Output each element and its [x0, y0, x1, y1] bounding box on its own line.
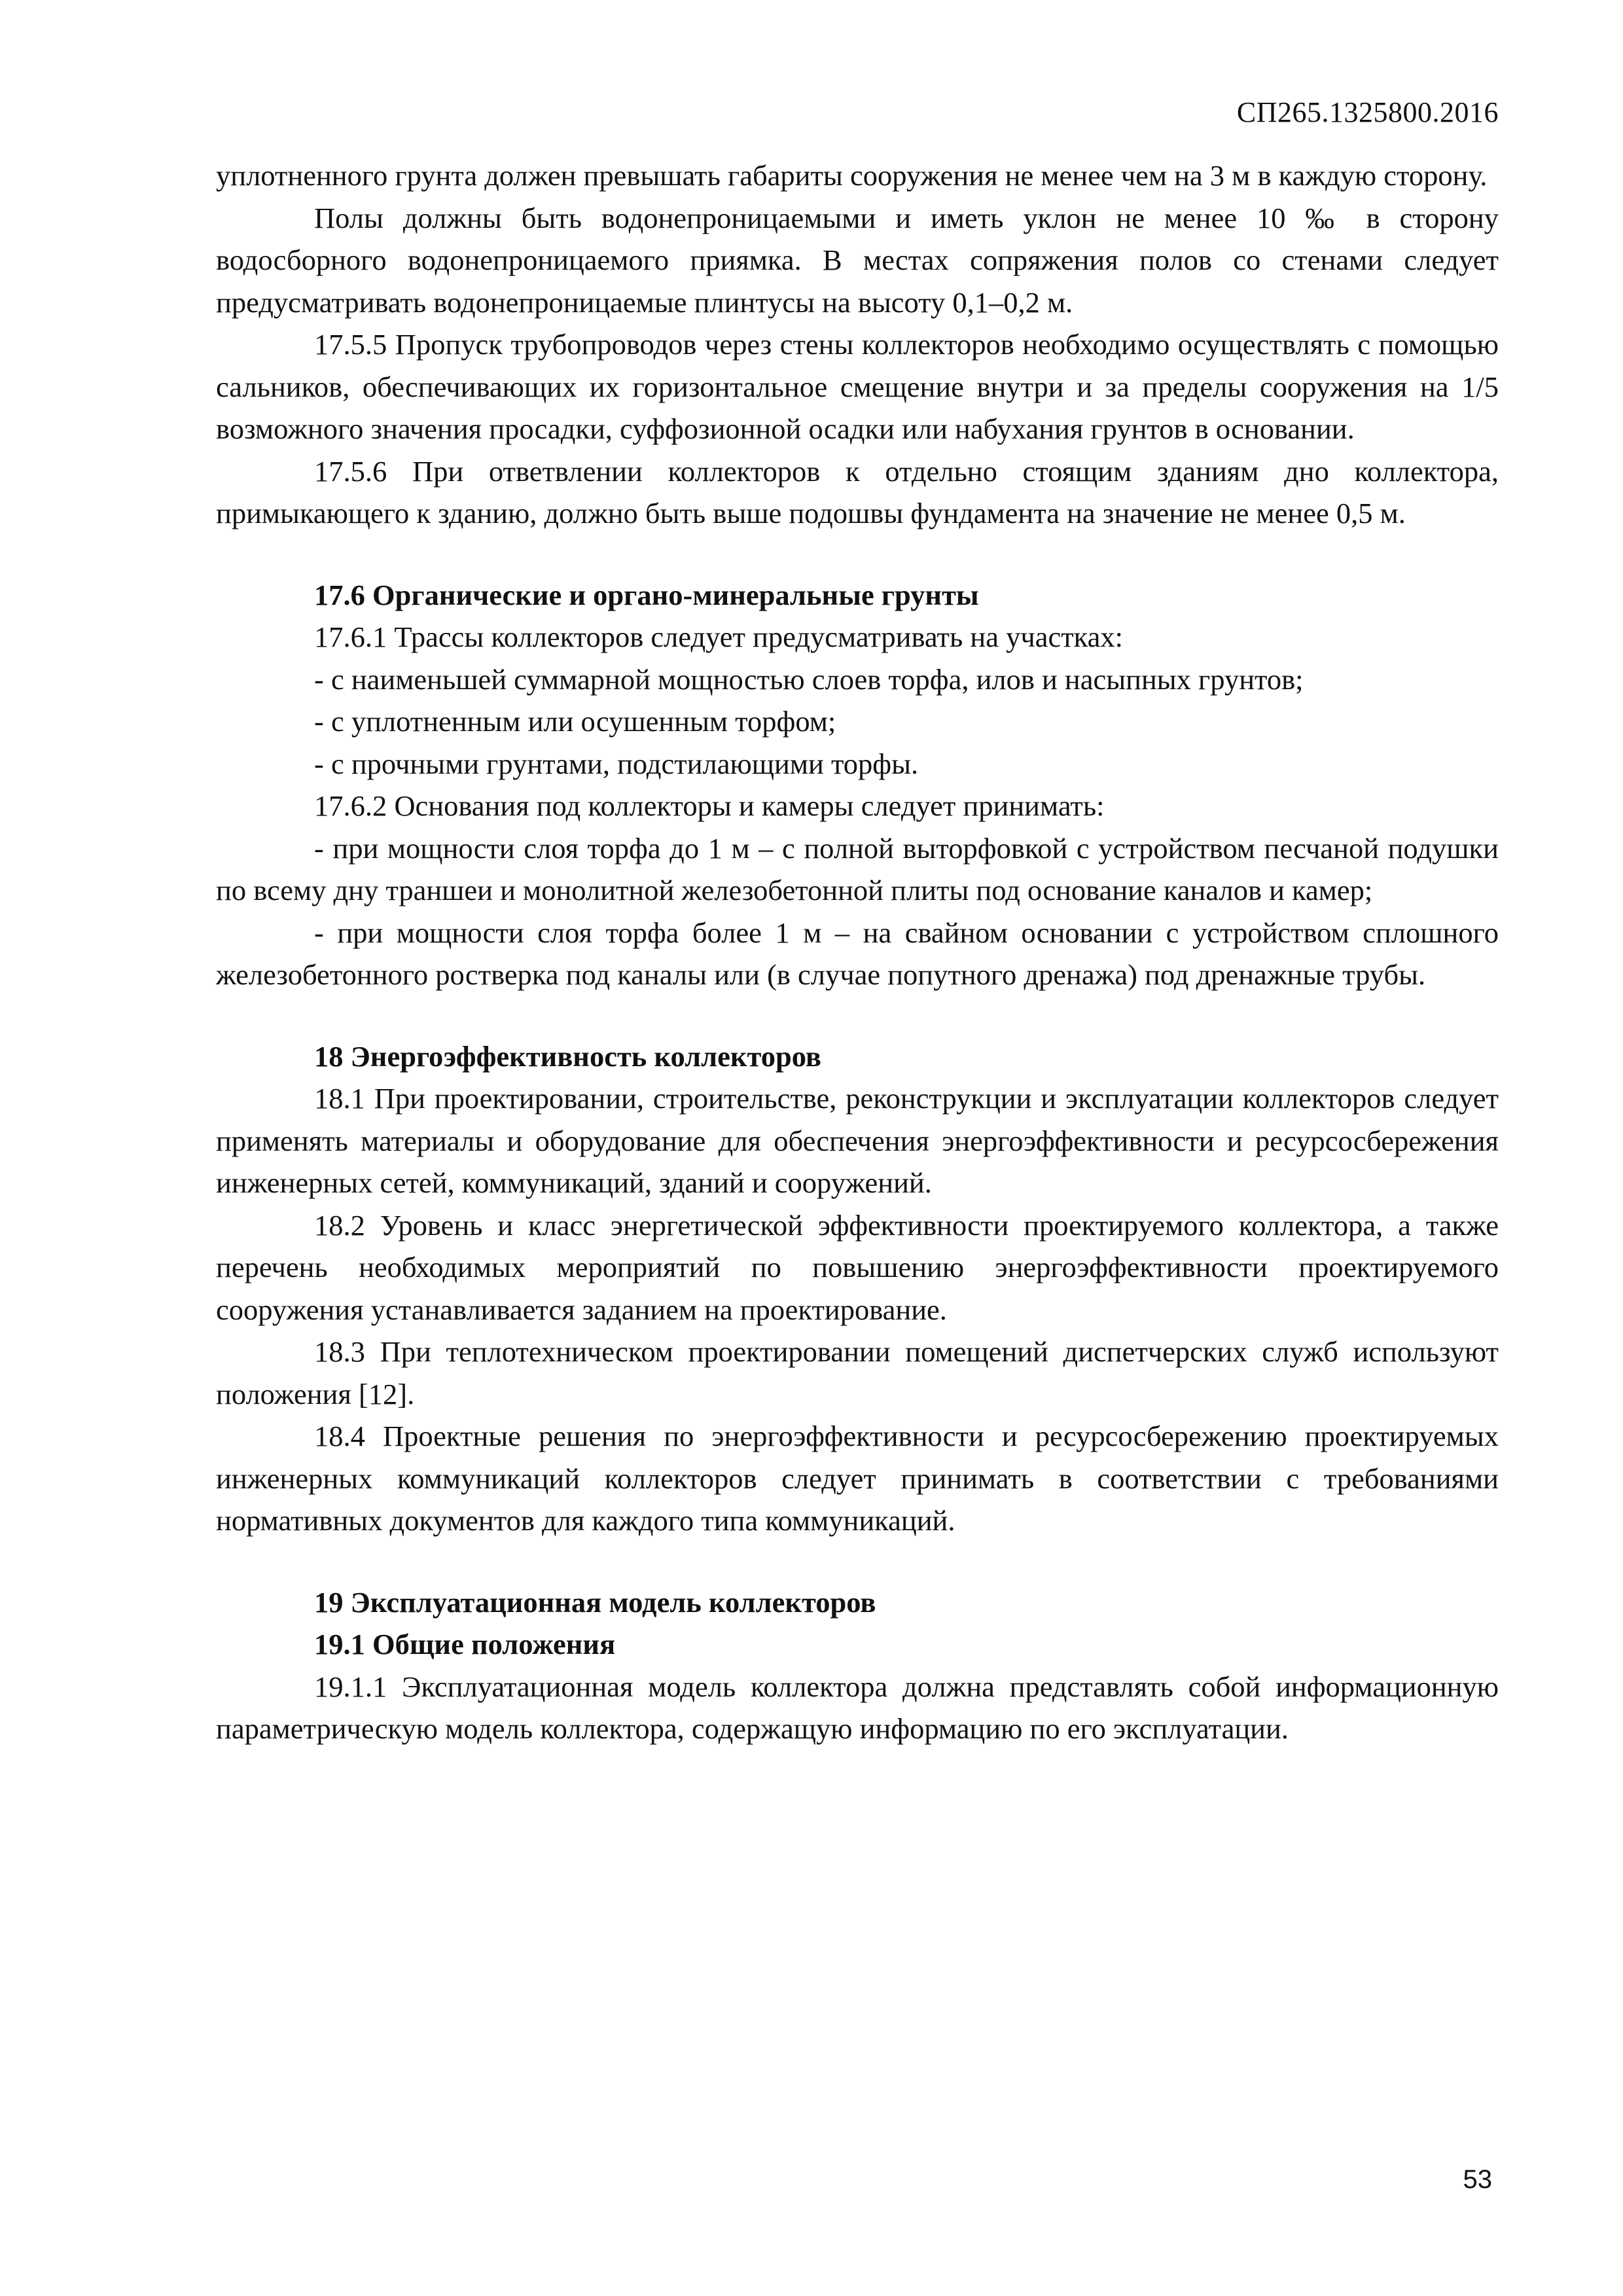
list-item: - при мощности слоя торфа до 1 м – с полной выторфовкой с устройством песчаной подушки по всему дну траншеи и монолитной железобетонной плиты под основание каналов и камер; — [216, 831, 1499, 906]
paragraph-floors: Полы должны быть водонепроницаемыми и иметь уклон не менее 10 ‰ в сторону водосборного водонепроницаемого приямка. В местах сопряжения полов со стенами следует предусматривать водонепроницаемые плинтусы на высоту 0,1–0,2 м. — [216, 201, 1499, 319]
paragraph-continuation: уплотненного грунта должен превышать габариты сооружения не менее чем на 3 м в каждую сторону. — [216, 159, 1488, 192]
document-body — [216, 154, 1499, 1750]
paragraph-17-5-6: 17.5.6 При ответвлении коллекторов к отдельно стоящим зданиям дно коллектора, примыкающего к зданию, должно быть выше подошвы фундамента на значение не менее 0,5 м. — [216, 454, 1499, 529]
list-item: - с уплотненным или осушенным торфом; — [314, 705, 836, 738]
paragraph-17-5-5: 17.5.5 Пропуск трубопроводов через стены коллекторов необходимо осуществлять с помощью сальников, обеспечивающих их горизонтальное смещение внутри и за пределы сооружения на 1/5 возможного значения просадки, суффозионной осадки или набухания грунтов в основании. — [216, 328, 1499, 445]
page-number: 53 — [1463, 2165, 1492, 2194]
heading-17-6: 17.6 Органические и органо-минеральные грунты — [314, 578, 979, 611]
paragraph-19-1-1: 19.1.1 Эксплуатационная модель коллектора должна представлять собой информационную параметрическую модель коллектора, содержащую информацию по его эксплуатации. — [216, 1670, 1499, 1745]
section-spacer — [216, 535, 1499, 574]
heading-19-1: 19.1 Общие положения — [314, 1628, 616, 1660]
paragraph-17-6-1: 17.6.1 Трассы коллекторов следует предусматривать на участках: — [314, 620, 1123, 653]
list-item: - с наименьшей суммарной мощностью слоев торфа, илов и насыпных грунтов; — [314, 662, 1304, 696]
list-item: - с прочными грунтами, подстилающими торфы. — [314, 747, 919, 780]
paragraph-18-2: 18.2 Уровень и класс энергетической эффективности проектируемого коллектора, а также перечень необходимых мероприятий по повышению энергоэффективности проектируемого сооружения устанавливается заданием на проектирование. — [216, 1208, 1499, 1326]
paragraph-18-1: 18.1 При проектировании, строительстве, реконструкции и эксплуатации коллекторов следует применять материалы и оборудование для обеспечения энергоэффективности и ресурсосбережения инженерных сетей, коммуникаций, зданий и сооружений. — [216, 1082, 1499, 1199]
document-code: СП265.1325800.2016 — [1236, 96, 1499, 128]
section-spacer — [216, 1542, 1499, 1581]
paragraph-17-6-2: 17.6.2 Основания под коллекторы и камеры следует принимать: — [314, 789, 1105, 822]
section-spacer — [216, 996, 1499, 1035]
paragraph-18-3: 18.3 При теплотехническом проектировании помещений диспетчерских служб используют положения [12]. — [216, 1335, 1499, 1410]
heading-18: 18 Энергоэффективность коллекторов — [314, 1039, 821, 1073]
paragraph-18-4: 18.4 Проектные решения по энергоэффективности и ресурсосбережению проектируемых инженерных коммуникаций коллекторов следует принимать в соответствии с требованиями нормативных документов для каждого типа коммуникаций. — [216, 1420, 1499, 1537]
heading-19: 19 Эксплуатационная модель коллекторов — [314, 1585, 876, 1619]
list-item: - при мощности слоя торфа более 1 м – на свайном основании с устройством сплошного железобетонного ростверка под каналы или (в случае попутного дренажа) под дренажные трубы. — [216, 916, 1499, 991]
